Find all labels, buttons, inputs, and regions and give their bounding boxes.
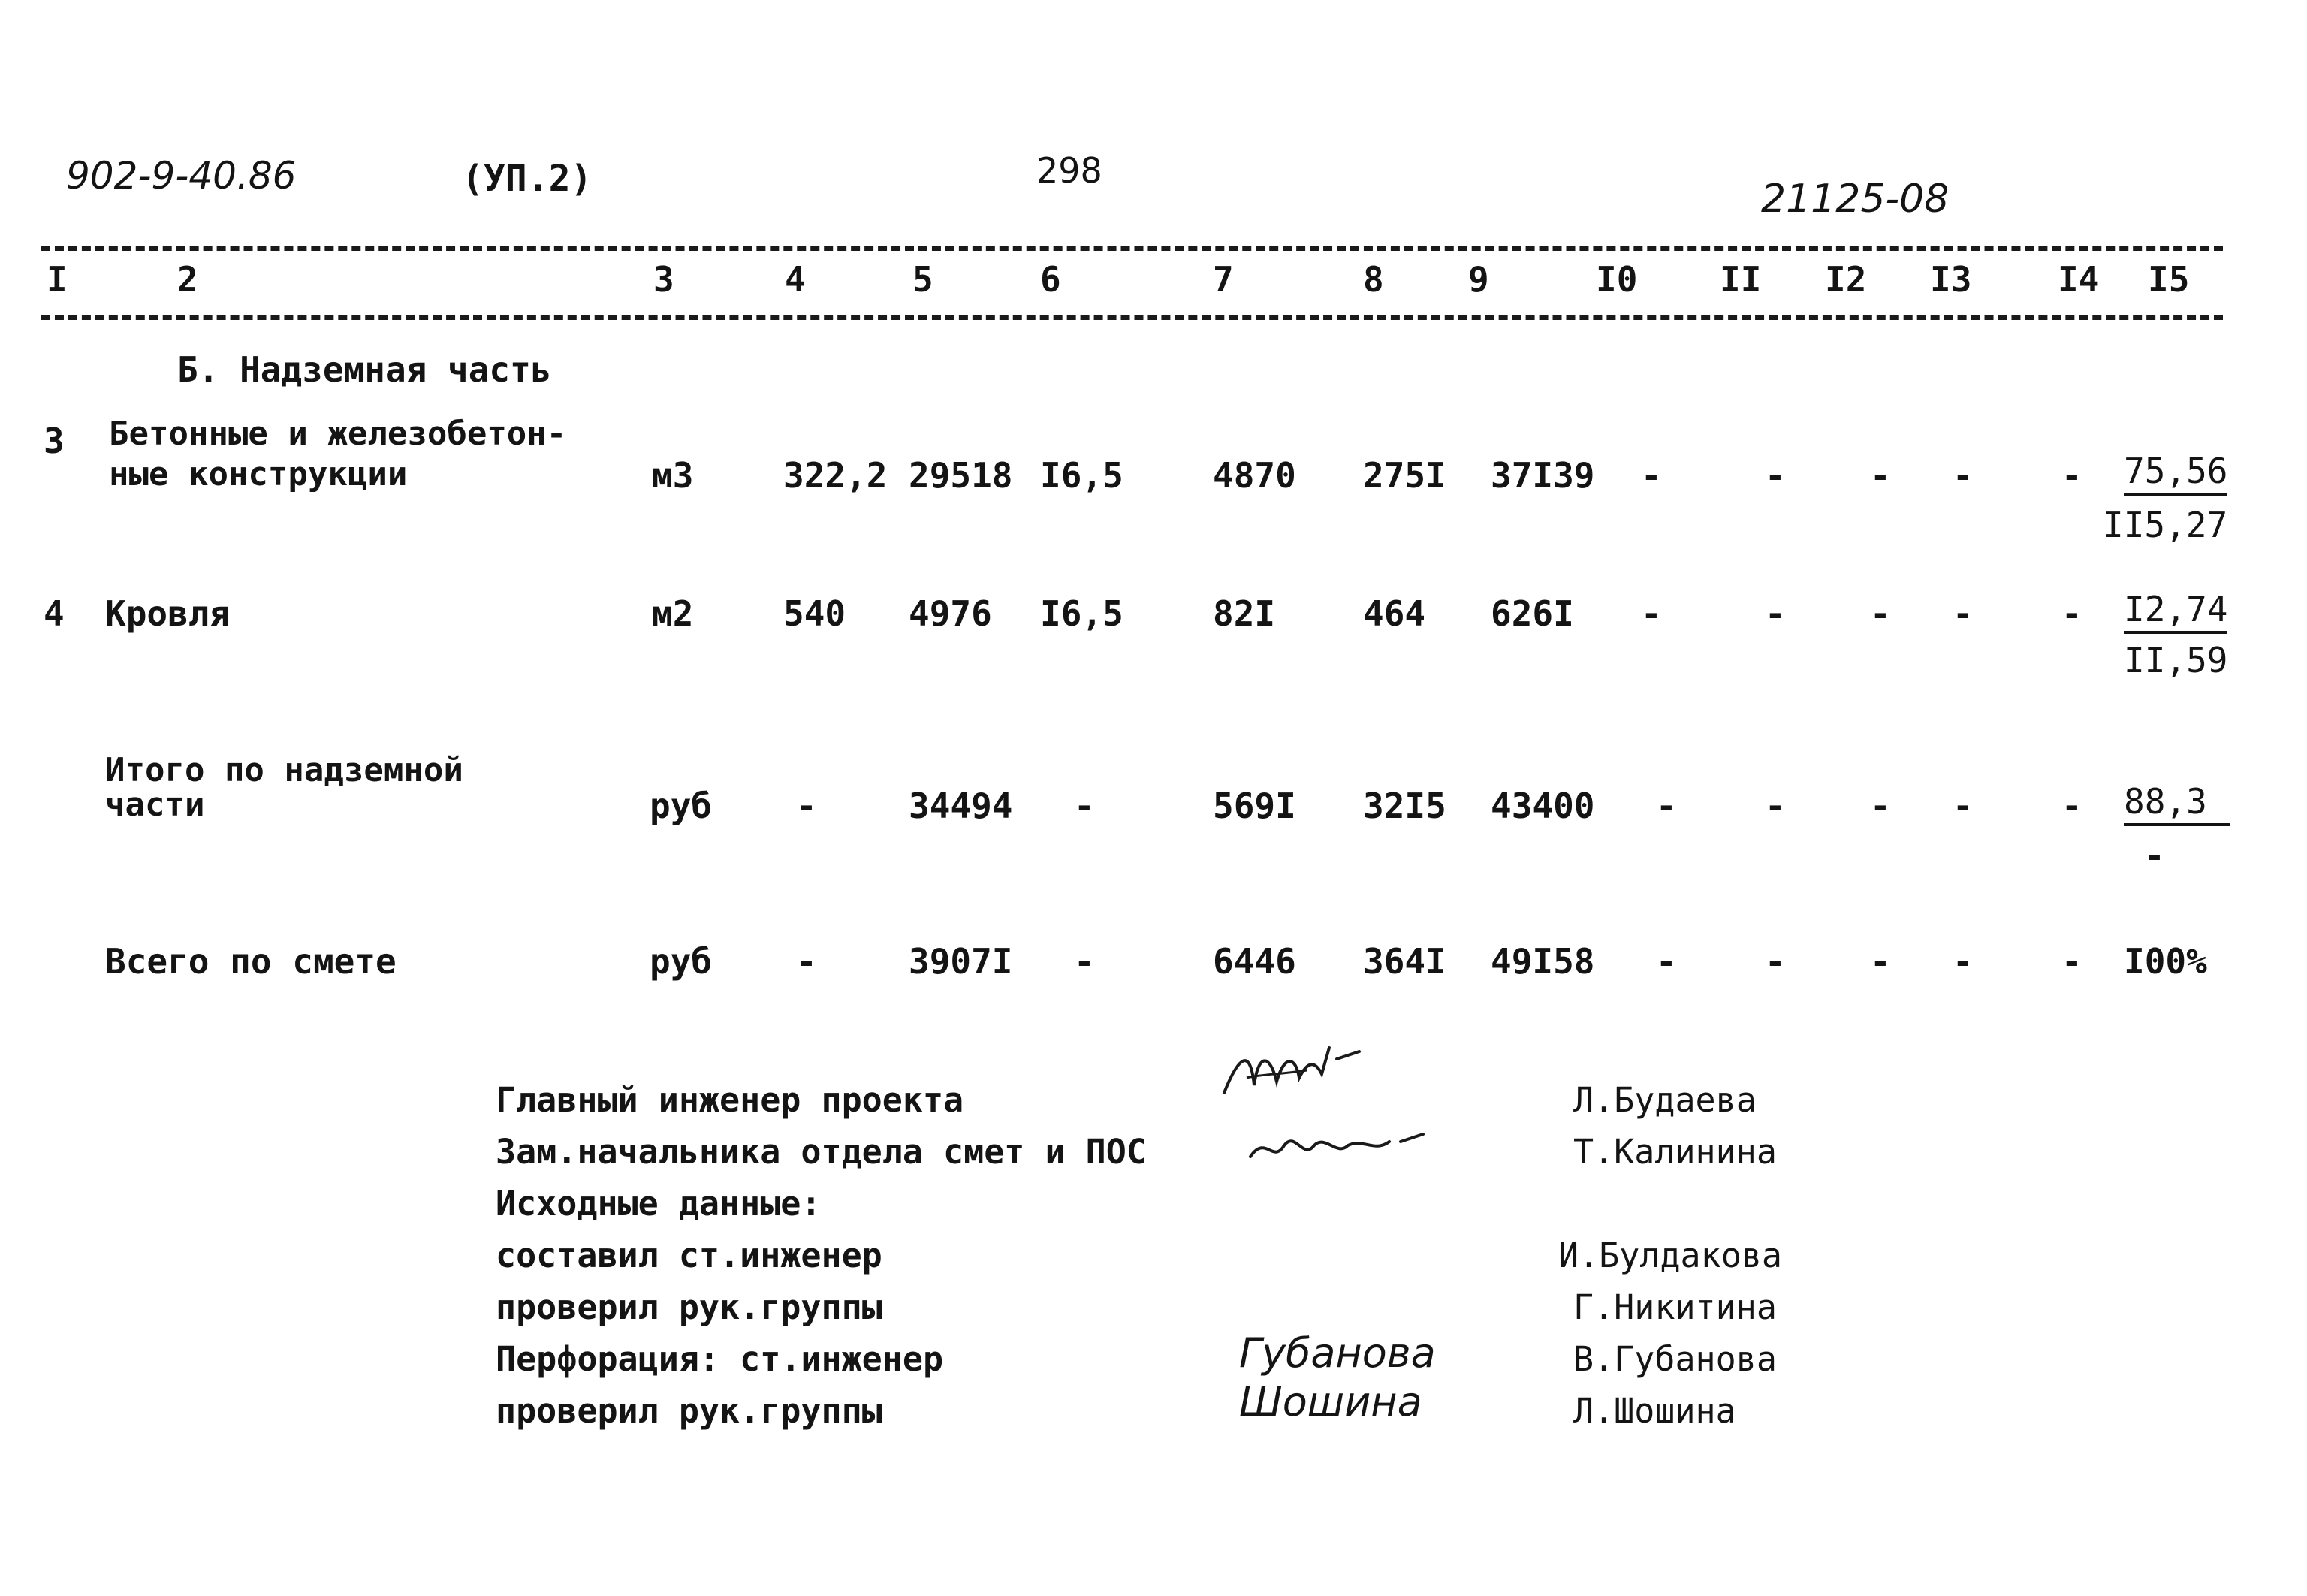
cell-c14: - xyxy=(2061,786,2082,826)
signature-name: И.Булдакова xyxy=(1558,1235,1783,1275)
cell-c9: 49I58 xyxy=(1491,941,1595,982)
cell-c12: - xyxy=(1870,786,1891,826)
cell-c4: 322,2 xyxy=(783,455,888,496)
cell-c15-top: 75,56 xyxy=(2124,451,2227,496)
doc-code: 902-9-40.86 xyxy=(66,154,297,198)
signature-name: Т.Калинина xyxy=(1573,1132,1777,1172)
col-header: 8 xyxy=(1363,259,1384,300)
row-unit: м3 xyxy=(652,455,694,496)
cell-c9: 43400 xyxy=(1491,786,1595,826)
signature-role: Зам.начальника отдела смет и ПОС xyxy=(496,1132,1147,1172)
archive-number: 21125-08 xyxy=(1761,176,1950,222)
row-name-line2: ные конструкции xyxy=(109,455,408,493)
row-name-line1: Бетонные и железобетон- xyxy=(109,415,567,453)
signature-name: Л.Будаева xyxy=(1573,1080,1757,1120)
col-header: I xyxy=(47,259,68,300)
row-name-line1: Кровля xyxy=(105,593,231,634)
cell-c4: - xyxy=(796,941,817,982)
cell-c15-top: I00% xyxy=(2124,941,2207,982)
cell-c11: - xyxy=(1765,593,1786,634)
signature-name: Г.Никитина xyxy=(1573,1287,1777,1327)
signature-handwriting-gubanova: Губанова xyxy=(1239,1329,1436,1377)
col-header: I3 xyxy=(1930,259,1972,300)
cell-c10: - xyxy=(1641,455,1662,496)
col-header: I0 xyxy=(1596,259,1638,300)
cell-c15-bottom: II,59 xyxy=(2124,640,2228,680)
cell-c15-top: 88,3 xyxy=(2124,781,2230,826)
col-header: II xyxy=(1720,259,1762,300)
col-header: I5 xyxy=(2148,259,2190,300)
cell-c5: 3907I xyxy=(909,941,1013,982)
cell-c5: 29518 xyxy=(909,455,1013,496)
cell-c5: 34494 xyxy=(909,786,1013,826)
col-header: 3 xyxy=(653,259,674,300)
cell-c6: I6,5 xyxy=(1040,455,1123,496)
row-unit: руб xyxy=(650,786,713,826)
col-header: 2 xyxy=(177,259,198,300)
cell-c7: 82I xyxy=(1213,593,1276,634)
cell-c13: - xyxy=(1953,593,1974,634)
col-header: I2 xyxy=(1825,259,1867,300)
cell-c7: 569I xyxy=(1213,786,1296,826)
signature-role: проверил рук.группы xyxy=(496,1287,882,1327)
col-header: 4 xyxy=(785,259,806,300)
cell-c14: - xyxy=(2061,941,2082,982)
cell-c4: - xyxy=(796,786,817,826)
cell-c5: 4976 xyxy=(909,593,992,634)
cell-c11: - xyxy=(1765,941,1786,982)
cell-c13: - xyxy=(1953,941,1974,982)
cell-c9: 37I39 xyxy=(1491,455,1595,496)
cell-c7: 4870 xyxy=(1213,455,1296,496)
section-title: Б. Надземная часть xyxy=(177,349,552,390)
signature-handwriting-shoshina: Шошина xyxy=(1239,1378,1422,1426)
signature-role: Перфорация: ст.инженер xyxy=(496,1339,944,1379)
col-header: I4 xyxy=(2058,259,2100,300)
cell-c13: - xyxy=(1953,786,1974,826)
cell-c4: 540 xyxy=(783,593,846,634)
cell-c14: - xyxy=(2061,593,2082,634)
cell-c15-bottom: - xyxy=(2144,835,2165,876)
cell-c12: - xyxy=(1870,455,1891,496)
cell-c10: - xyxy=(1641,593,1662,634)
cell-c11: - xyxy=(1765,786,1786,826)
cell-c11: - xyxy=(1765,455,1786,496)
album-label: (УП.2) xyxy=(462,158,593,200)
signature-role: Исходные данные: xyxy=(496,1184,822,1223)
cell-c6: - xyxy=(1074,941,1095,982)
col-header: 5 xyxy=(912,259,933,300)
row-name-line1: Всего по смете xyxy=(105,941,397,982)
signature-role: составил ст.инженер xyxy=(496,1235,882,1275)
col-header: 9 xyxy=(1468,259,1489,300)
cell-c7: 6446 xyxy=(1213,941,1296,982)
row-unit: руб xyxy=(650,941,713,982)
cell-c6: I6,5 xyxy=(1040,593,1123,634)
cell-c10: - xyxy=(1656,786,1677,826)
signature-name: В.Губанова xyxy=(1573,1339,1777,1379)
header-rule-top xyxy=(41,246,2223,251)
cell-c12: - xyxy=(1870,593,1891,634)
signature-scribble-deputy-head xyxy=(1243,1119,1438,1172)
cell-c15-bottom: II5,27 xyxy=(2103,505,2228,545)
signature-role: проверил рук.группы xyxy=(496,1391,882,1431)
cell-c12: - xyxy=(1870,941,1891,982)
signature-name: Л.Шошина xyxy=(1573,1391,1736,1431)
cell-c8: 275I xyxy=(1363,455,1446,496)
cell-c13: - xyxy=(1953,455,1974,496)
row-name-line2: части xyxy=(105,786,205,824)
row-number: 4 xyxy=(44,593,65,634)
cell-c8: 464 xyxy=(1363,593,1426,634)
cell-c6: - xyxy=(1074,786,1095,826)
cell-c10: - xyxy=(1656,941,1677,982)
header-rule-bottom xyxy=(41,315,2223,320)
signature-scribble-chief-engineer xyxy=(1217,1033,1412,1115)
cell-c8: 32I5 xyxy=(1363,786,1446,826)
col-header: 7 xyxy=(1213,259,1234,300)
row-name-line1: Итого по надземной xyxy=(105,751,463,789)
page-number: 298 xyxy=(1036,150,1102,191)
cell-c9: 626I xyxy=(1491,593,1574,634)
col-header: 6 xyxy=(1040,259,1061,300)
row-unit: м2 xyxy=(652,593,694,634)
cell-c15-top: I2,74 xyxy=(2124,589,2227,634)
cell-c14: - xyxy=(2061,455,2082,496)
row-number: 3 xyxy=(44,421,65,461)
signature-role: Главный инженер проекта xyxy=(496,1080,964,1120)
cell-c8: 364I xyxy=(1363,941,1446,982)
